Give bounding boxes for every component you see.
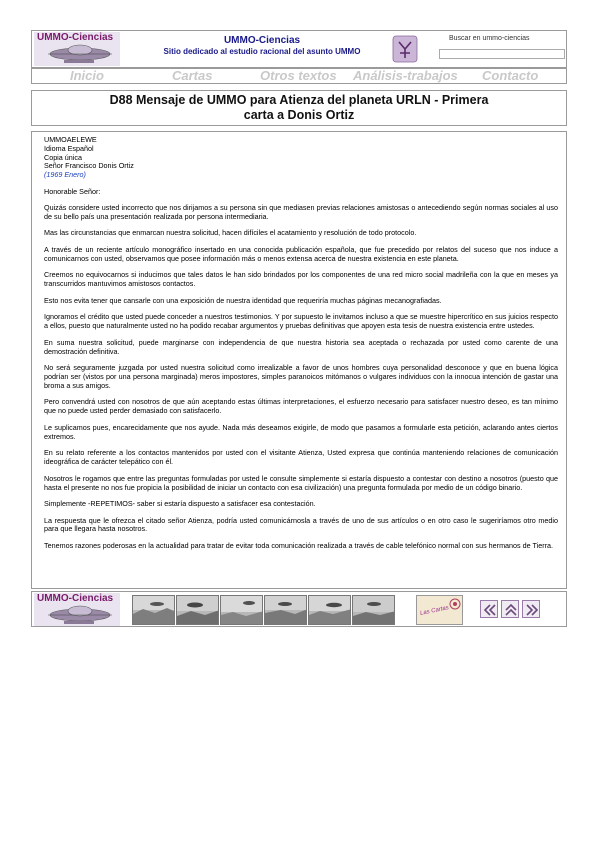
site-footer <box>31 591 567 627</box>
page-title-line2: carta a Donis Ortiz <box>243 108 355 122</box>
photo-thumbnail[interactable] <box>264 595 307 625</box>
paragraph: Pero convendrá usted con nosotros de que aún aceptando estas últimas interpretaciones, el esfuerzo necesario para satisfacer nuestro deseo, es tan mínimo que no puede usted perder demasiado con satisfacerlo. <box>44 397 558 416</box>
addr-line: Idioma Español <box>44 143 94 153</box>
double-chevron-left-icon <box>481 601 499 619</box>
addr-line: Señor Francisco Donis Ortiz <box>44 161 134 171</box>
letter-header <box>44 136 558 180</box>
paragraph: Honorable Señor: <box>44 186 101 196</box>
paragraph: En su relato referente a los contactos mantenidos por usted con el visitante Atienza, Usted expresa que continúa manteniendo relaciones de comunicación ideográfica de carácter telepático con él. <box>44 448 558 467</box>
addr-line: Copia única <box>44 152 82 162</box>
page-title-box <box>31 90 567 126</box>
paragraph: Le suplicamos pues, encarecidamente que nos ayude. Nada más deseamos exigirle, de modo que pasamos a formularle esta petición, aclarando antes ciertos extremos. <box>44 422 558 441</box>
card-text: Las Cartas <box>419 605 450 617</box>
landscape-photo-icon <box>133 596 175 625</box>
site-subtitle: Sitio dedicado al estudio racional del asunto UMMO <box>163 47 361 56</box>
site-logo[interactable] <box>34 32 120 66</box>
paragraph: Nosotros le rogamos que entre las preguntas formuladas por usted le consulte simplemente si estaría dispuesto a contestar con destino a nosotros (puesto que hasta el presente no nos fue propicia la posibilidad de iniciar un contacto con esa civilización) una pregunta formulada por medio de un código binario. <box>44 473 558 492</box>
addr-line: UMMOAELEWE <box>44 135 97 144</box>
site-header <box>31 30 567 68</box>
paragraph: No será seguramente juzgada por usted nuestra solicitud como irrealizable a favor de unos hombres cuya personalidad desconoce y que en buena lógica podrían ser (vistos por una persona marginada) meros impostores, simples paranoicos mitómanos o vulgares individuos con la innocua intención de gastar una broma a sus amigos. <box>44 363 558 390</box>
search-box <box>439 35 565 60</box>
landscape-photo-icon <box>265 596 307 625</box>
stamp-icon <box>417 596 464 626</box>
logo-text: UMMO-Ciencias <box>37 32 114 43</box>
letter-content <box>31 131 567 589</box>
footer-logo-text: UMMO-Ciencias <box>37 593 114 604</box>
photo-thumbnail[interactable] <box>132 595 175 625</box>
landscape-photo-icon <box>221 596 263 625</box>
photo-thumbnail[interactable] <box>308 595 351 625</box>
double-chevron-up-icon <box>502 601 520 619</box>
paragraph: Mas las circunstancias que enmarcan nuestra solicitud, hacen difíciles el acatamiento y resolución de todo protocolo. <box>44 228 417 238</box>
paragraph: Creemos no equivocarnos si inducimos que tales datos le han sido brindados por los componentes de una red micro social madrileña con la que en meses ya transcurridos mantuvimos amistosos contactos. <box>44 270 558 289</box>
landscape-photo-icon <box>309 596 351 625</box>
paragraph: A través de un reciente artículo monográfico insertado en una conocida publicación española, que fue precedido por relatos del suceso que nos induce a comunicarnos con usted, observamos que posee información más o menos extensa acerca de nuestra existencia en este planeta. <box>44 244 558 263</box>
nav-item-otros-textos[interactable]: Otros textos <box>260 68 337 83</box>
previous-button[interactable] <box>480 600 498 618</box>
nav-item-inicio[interactable]: Inicio <box>70 68 104 83</box>
photo-thumbnail[interactable] <box>176 595 219 625</box>
double-chevron-right-icon <box>523 601 541 619</box>
landscape-photo-icon <box>177 596 219 625</box>
photo-thumbnail[interactable] <box>352 595 395 625</box>
page-title-line1: D88 Mensaje de UMMO para Atienza del planeta URLN - Primera <box>109 93 489 107</box>
nav-item-contacto[interactable]: Contacto <box>482 68 539 83</box>
landscape-photo-icon <box>353 596 395 625</box>
photo-thumbnail[interactable] <box>220 595 263 625</box>
paragraph: Esto nos evita tener que cansarle con una exposición de nuestra identidad que requeriría muchas páginas mecanografiadas. <box>44 295 442 305</box>
paragraph: En suma nuestra solicitud, puede marginarse con independencia de que nuestra historia sea aceptada o rechazada por usted como carente de una demostración definitiva. <box>44 337 558 356</box>
footer-logo[interactable] <box>34 593 120 626</box>
up-button[interactable] <box>501 600 519 618</box>
letter-date: (1969 Enero) <box>44 170 86 180</box>
site-title: UMMO-Ciencias <box>223 35 301 46</box>
page-title <box>32 91 566 123</box>
main-nav <box>31 68 567 84</box>
letters-card-link[interactable] <box>416 595 463 625</box>
search-input[interactable] <box>439 49 565 59</box>
ummo-emblem-icon <box>392 34 418 64</box>
nav-item-analisis-trabajos[interactable]: Análisis-trabajos <box>353 68 458 83</box>
site-title-block <box>142 35 382 56</box>
paragraph: Quizás considere usted incorrecto que nos dirijamos a su persona sin que mediasen previas relaciones amistosas o antecediendo según normas sociales al uso de su bello país una presentación realizada por persona intermediaria. <box>44 203 558 221</box>
next-button[interactable] <box>522 600 540 618</box>
paragraph: Ignoramos el crédito que usted puede conceder a nuestros testimonios. Y por supuesto le invitamos incluso a que se muestre hipercrítico en sus juicios respecto a ellos, puesto que naturalmente usted no ha podido recabar argumentos y pruebas definitivas que apoyen esta tesis de nuestra existencia entre ustedes. <box>44 312 558 331</box>
search-label: Buscar en ummo-ciencias <box>449 35 530 42</box>
paragraph: Tenemos razones poderosas en la actualidad para tratar de evitar toda comunicación realizada a través de cable telefónico normal con sus hermanos de Tierra. <box>44 540 554 550</box>
paragraph: Simplemente -REPETIMOS- saber si estaría dispuesto a satisfacer esa contestación. <box>44 499 316 509</box>
paragraph: La respuesta que le ofrezca el citado señor Atienza, podría usted comunicárnosla a través de uno de sus artículos o en otro caso le sugeriríamos otro medio para que llegara hasta nosotros. <box>44 515 558 534</box>
nav-item-cartas[interactable]: Cartas <box>172 68 213 83</box>
